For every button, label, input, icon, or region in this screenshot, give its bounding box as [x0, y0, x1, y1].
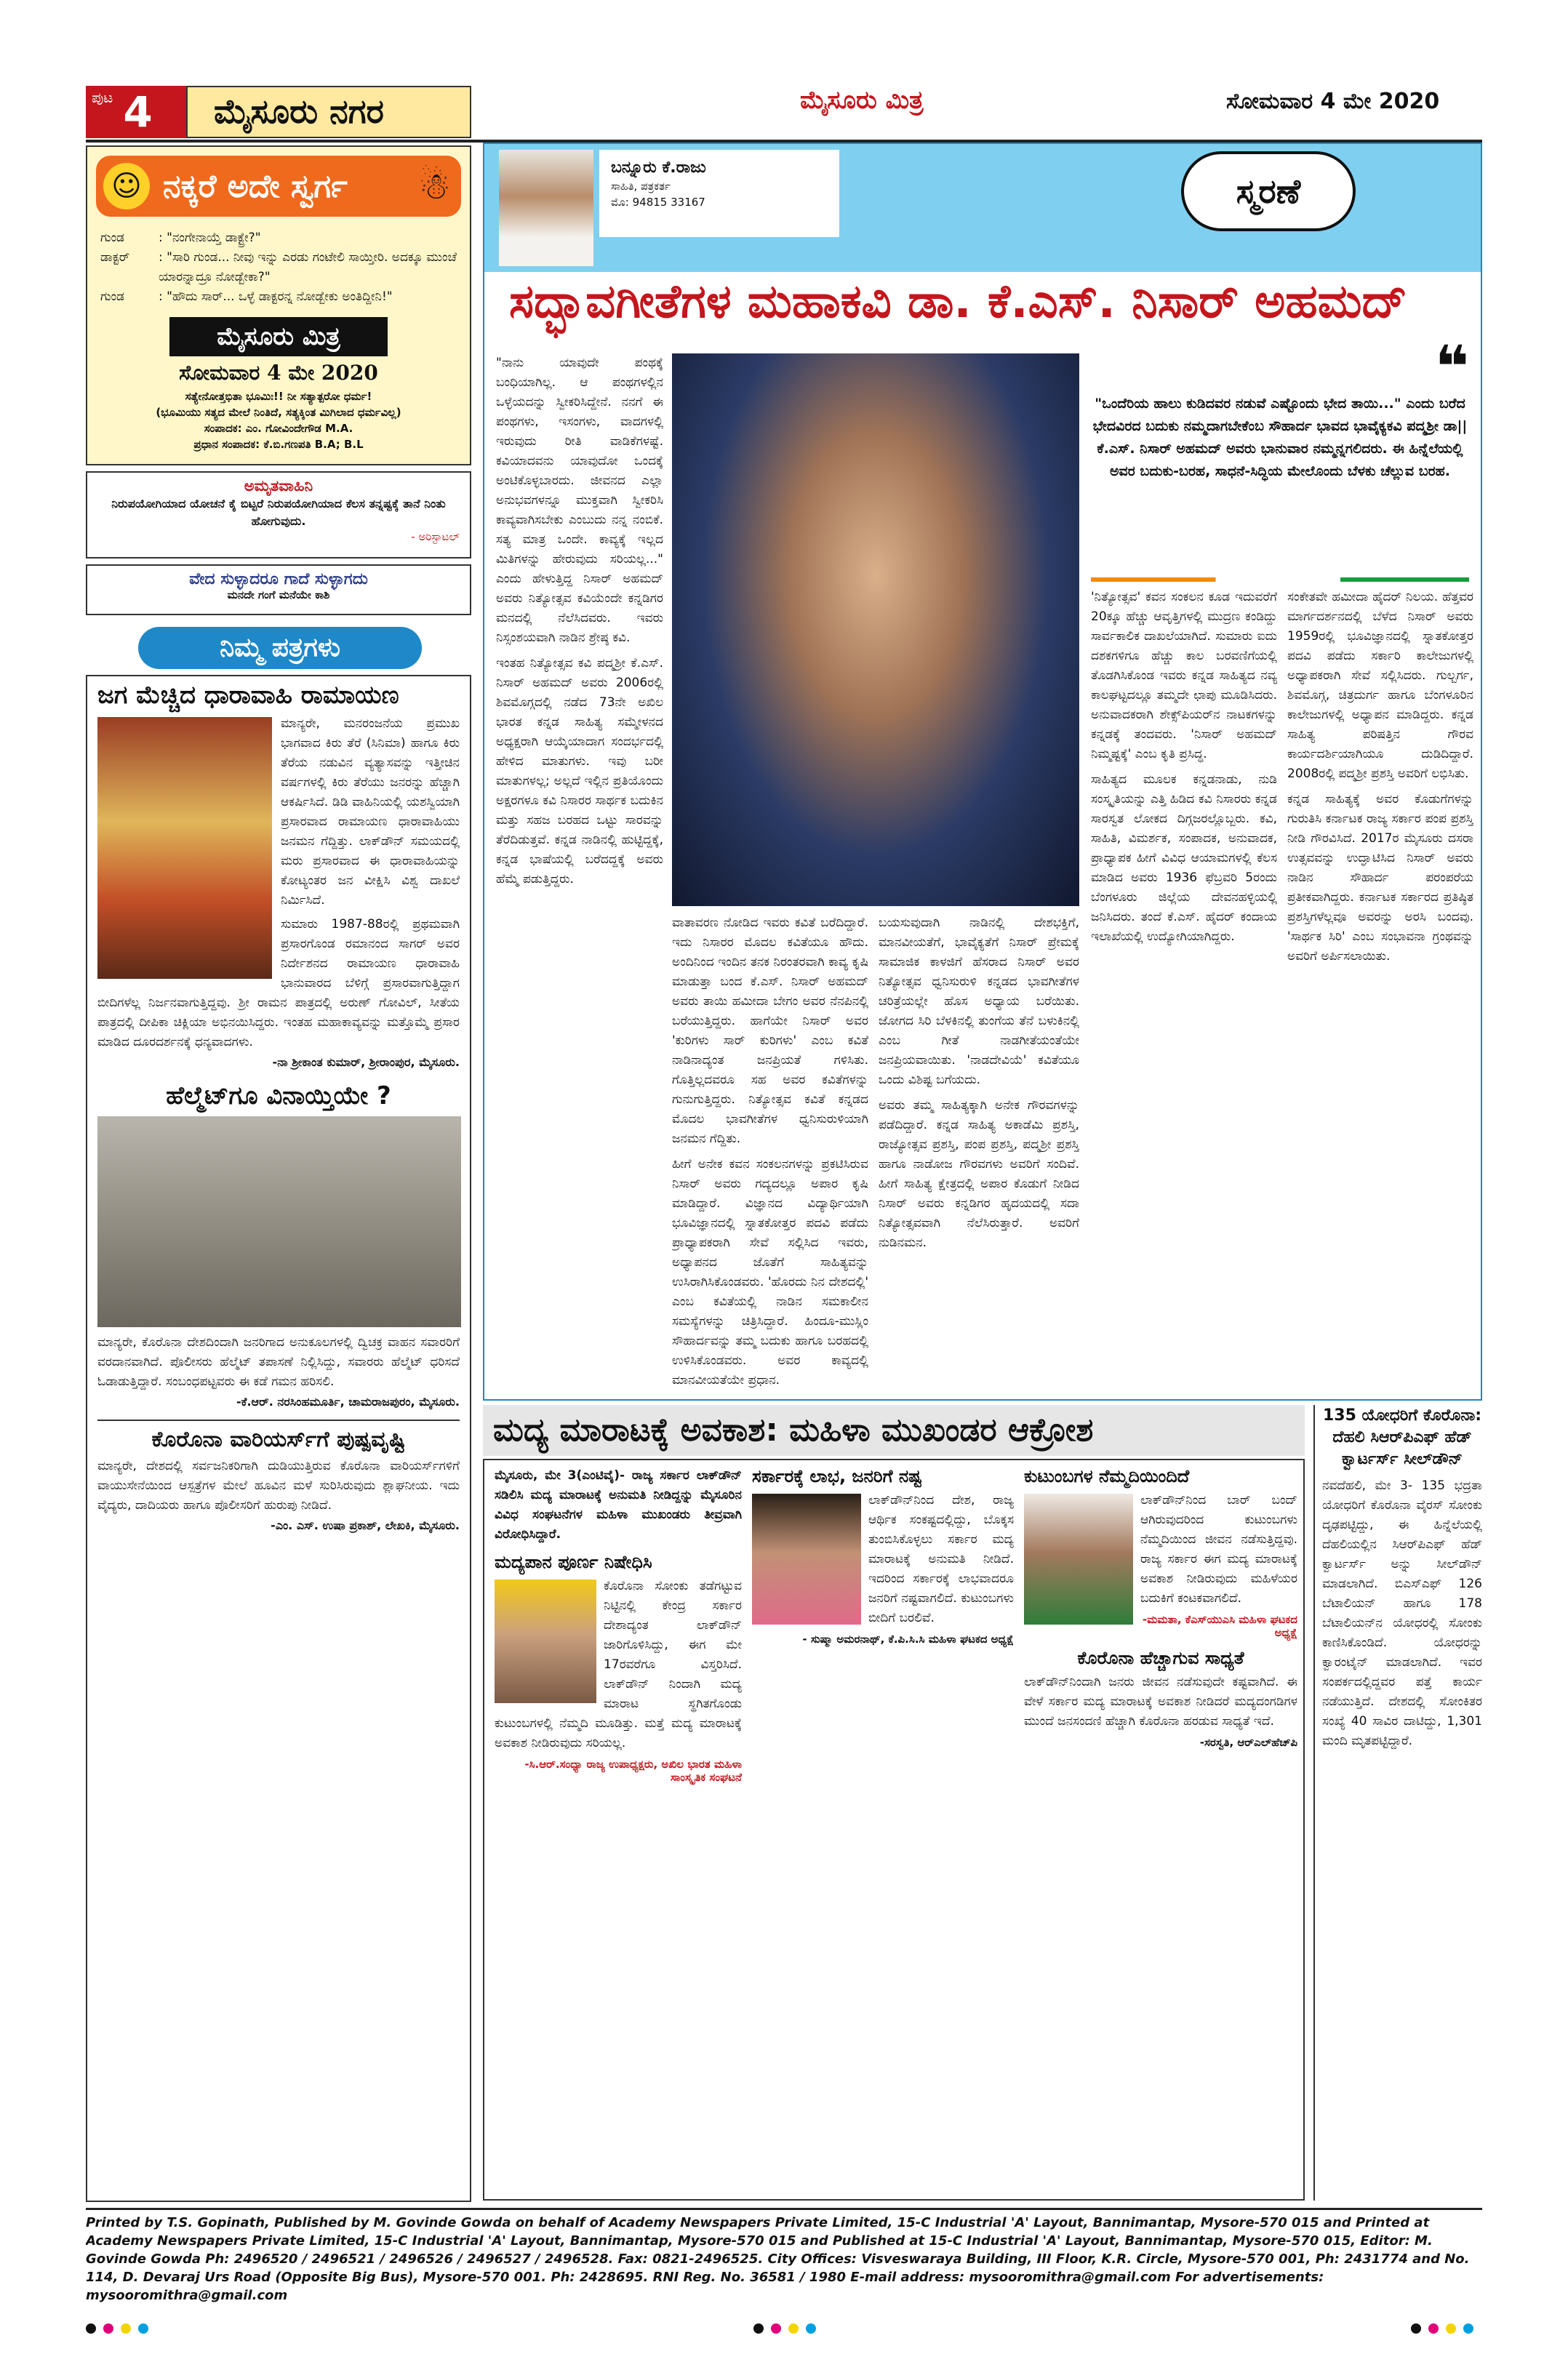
proverb-box [86, 564, 471, 615]
sushma-photo [752, 1494, 861, 1625]
letter-3-headline: ಕೊರೊನಾ ವಾರಿಯರ್ಸ್‌ಗೆ ಪುಷ್ಪವೃಷ್ಟಿ [97, 1420, 460, 1452]
footer-rule [86, 2208, 1482, 2210]
ramayana-image [97, 717, 272, 979]
sub-4-byline: -ಸರಸ್ವತಿ, ಆರ್‌ಎಲ್‌ಹೆಚ್‌ಪಿ [1199, 1736, 1297, 1749]
author-name: ಬನ್ನೂರು ಕೆ.ರಾಜು [611, 159, 706, 177]
feature-col-2: ವಾತಾವರಣ ನೋಡಿದ ಇವರು ಕವಿತೆ ಬರೆದಿದ್ದಾರೆ. ಇದು ನಿಸಾರರ ಮೊದಲ ಕವಿತೆಯೂ ಹೌದು. ಅಂದಿನಿಂದ ಇಂದಿನ ತನಕ ನಿರಂತರವಾಗಿ ಕಾವ್ಯ ಕೃಷಿ ಮಾಡುತ್ತಾ ಬಂದ ಕೆ.ಎಸ್. ನಿಸಾರ್ ಅಹಮದ್ ಅವರು ತಾಯಿ ಹಮೀದಾ ಬೇಗಂ ಅವರ ನೆನಪಿನಲ್ಲಿ ಬರೆಯುತ್ತಿದ್ದರು. ಹಾಗೆಯೇ ನಿಸಾರ್ ಅವರ 'ಕುರಿಗಳು ಸಾರ್ ಕುರಿಗಳು' ಎಂಬ ಕವಿತೆ ನಾಡಿನಾದ್ಯಂತ ಜನಪ್ರಿಯತೆ ಗಳಿಸಿತು. ಗೊತ್ತಿಲ್ಲದವರೂ ಸಹ ಅವರ ಕವಿತೆಗಳನ್ನು ಗುನುಗುತ್ತಿದ್ದರು. ನಿತ್ಯೋತ್ಸವ ಕವಿತೆ ಕನ್ನಡದ ಮೊದಲ ಭಾವಗೀತೆಗಳ ಧ್ವನಿಸುರುಳಿಯಾಗಿ ಜನಮನ ಗೆದ್ದಿತು. ಹೀಗೆ ಅನೇಕ ಕವನ ಸಂಕಲನಗಳನ್ನು ಪ್ರಕಟಿಸಿರುವ ನಿಸಾರ್ ಅವರು ಗದ್ಯದಲ್ಲೂ ಅಪಾರ ಕೃಷಿ ಮಾಡಿದ್ದಾರೆ. ವಿಜ್ಞಾನದ ವಿದ್ಯಾರ್ಥಿಯಾಗಿ ಭೂವಿಜ್ಞಾನದಲ್ಲಿ ಸ್ನಾತಕೋತ್ತರ ಪದವಿ ಪಡೆದು ಪ್ರಾಧ್ಯಾಪಕರಾಗಿ ಸೇವೆ ಸಲ್ಲಿಸಿದ ಇವರು, ಅಧ್ಯಾಪನದ ಜೊತೆಗೆ ಸಾಹಿತ್ಯವನ್ನು ಉಸಿರಾಗಿಸಿಕೊಂಡವರು. 'ಹೊರದು ನಿನ ದೇಶದಲ್ಲಿ' ಎಂಬ ಕವಿತೆಯಲ್ಲಿ ನಾಡಿನ ಸಮಕಾಲೀನ ಸಮಸ್ಯೆಗಳನ್ನು ಚಿತ್ರಿಸಿದ್ದಾರೆ. ಹಿಂದೂ-ಮುಸ್ಲಿಂ ಸೌಹಾರ್ದವನ್ನು ತಮ್ಮ ಬದುಕು ಹಾಗೂ ಬರಹದಲ್ಲಿ ಉಳಿಸಿಕೊಂಡವರು. ಅವರ ಕಾವ್ಯದಲ್ಲಿ ಮಾನವೀಯತೆಯೇ ಪ್ರಧಾನ. [672, 916, 868, 1388]
sub-1-headline: ಮದ್ಯಪಾನ ಪೂರ್ಣ ನಿಷೇಧಿಸಿ [495, 1552, 652, 1572]
helmet-rider-image [97, 1116, 461, 1327]
yellow-dot [1446, 2323, 1456, 2334]
letter-1-headline: ಜಗ ಮೆಚ್ಚಿದ ಧಾರಾವಾಹಿ ರಾಮಾಯಣ [97, 681, 399, 710]
feature-col-3: ಬಯಸುವುದಾಗಿ ನಾಡಿನಲ್ಲಿ ದೇಶಭಕ್ತಿಗೆ, ಮಾನವೀಯತೆಗೆ, ಭಾವೈಕ್ಯತೆಗೆ ನಿಸಾರ್ ಪ್ರೇಮಕ್ಕೆ ಸಾಮಾಜಿಕ ಕಾಳಜಿಗೆ ಹೆಸರಾದ ನಿಸಾರ್ ಅವರ ನಿತ್ಯೋತ್ಸವ ಧ್ವನಿಸುರುಳಿ ಕನ್ನಡದ ಭಾವಗೀತೆಗಳ ಚರಿತ್ರೆಯಲ್ಲೇ ಹೊಸ ಅಧ್ಯಾಯ ಬರೆಯಿತು. ಜೋಗದ ಸಿರಿ ಬೆಳಕಿನಲ್ಲಿ ತುಂಗೆಯ ತೆನೆ ಬಳುಕಿನಲ್ಲಿ ಎಂಬ ಗೀತೆ ನಾಡಗೀತೆಯಂತೆಯೇ ಜನಪ್ರಿಯವಾಯಿತು. 'ನಾಡದೇವಿಯೆ' ಕವಿತೆಯೂ ಒಂದು ವಿಶಿಷ್ಟ ಬಗೆಯದು. ಅವರು ತಮ್ಮ ಸಾಹಿತ್ಯಕ್ಕಾಗಿ ಅನೇಕ ಗೌರವಗಳನ್ನು ಪಡೆದಿದ್ದಾರೆ. ಕನ್ನಡ ಸಾಹಿತ್ಯ ಅಕಾಡೆಮಿ ಪ್ರಶಸ್ತಿ, ರಾಜ್ಯೋತ್ಸವ ಪ್ರಶಸ್ತಿ, ಪಂಪ ಪ್ರಶಸ್ತಿ, ಪದ್ಮಶ್ರೀ ಪ್ರಶಸ್ತಿ ಹಾಗೂ ನಾಡೋಜ ಗೌರವಗಳು ಅವರಿಗೆ ಸಂದಿವೆ. ಹೀಗೆ ಸಾಹಿತ್ಯ ಕ್ಷೇತ್ರದಲ್ಲಿ ಅಪಾರ ಕೊಡುಗೆ ನೀಡಿದ ನಿಸಾರ್ ಅವರು ಕನ್ನಡಿಗರ ಹೃದಯದಲ್ಲಿ ಸದಾ ನಿತ್ಯೋತ್ಸವವಾಗಿ ನೆಲೆಸಿರುತ್ತಾರೆ. ಅವರಿಗೆ ನುಡಿನಮನ. [879, 916, 1079, 1250]
joke-line: ಗುಂಡ : "ನಂಗೇನಾಯ್ತೆ ಡಾಕ್ಟ್ರೇ?" [100, 231, 261, 245]
proverb-2: ಮನದೇ ಗಂಗೆ ಮನೆಯೇ ಕಾಶಿ [227, 588, 330, 601]
liquor-col-2 [752, 1466, 1014, 2193]
sub-4-headline: ಕೊರೊನಾ ಹೆಚ್ಚಾಗುವ ಸಾಧ್ಯತೆ [1077, 1648, 1244, 1668]
liquor-col-1 [495, 1466, 742, 2193]
proverb-1: ವೇದ ಸುಳ್ಳಾದರೂ ಗಾದೆ ಸುಳ್ಳಾಗದು [189, 570, 368, 588]
masthead-paper-name: ಮೈಸೂರು ಮಿತ್ರ [800, 86, 924, 115]
magenta-dot [771, 2323, 781, 2334]
joke-line: ಡಾಕ್ಟರ್ : "ಸಾರಿ ಗುಂಡ... ನೀವು ಇನ್ನು ಎರಡು ಗಂಟೇಲಿ ಸಾಯ್ತೀರಿ. ಅದಕ್ಕೂ ಮುಂಚೆ ಯಾರನ್ನಾದ್ರೂ ನೋಡ್ಬೇಕಾ?" [100, 250, 457, 284]
joke-box [86, 145, 471, 465]
liquor-headline: ಮದ್ಯ ಮಾರಾಟಕ್ಕೆ ಅವಕಾಶ: ಮಹಿಳಾ ಮುಖಂಡರ ಆಕ್ರೋಶ [483, 1405, 1305, 1456]
yellow-dot [121, 2323, 131, 2334]
nisar-ahmed-portrait [672, 353, 1079, 906]
letter-2-headline: ಹೆಲ್ಮೆಟ್‌ಗೂ ವಿನಾಯ್ತಿಯೇ ? [166, 1081, 391, 1110]
feature-col-5: ಸಂಕೇತವೇ ಹಮೀದಾ ಹೈದರ್ ನಿಲಯ. ಹೆತ್ತವರ ಮಾರ್ಗದರ್ಶನದಲ್ಲಿ ಬೆಳೆದ ನಿಸಾರ್ ಅವರು 1959ರಲ್ಲಿ ಭೂವಿಜ್ಞಾನದಲ್ಲಿ ಸ್ನಾತಕೋತ್ತರ ಪದವಿ ಪಡೆದು ಸರ್ಕಾರಿ ಕಾಲೇಜುಗಳಲ್ಲಿ ಅಧ್ಯಾಪಕರಾಗಿ ಸೇವೆ ಸಲ್ಲಿಸಿದರು. ಗುಲ್ಬರ್ಗ, ಶಿವಮೊಗ್ಗ, ಚಿತ್ರದುರ್ಗ ಹಾಗೂ ಬೆಂಗಳೂರಿನ ಕಾಲೇಜುಗಳಲ್ಲಿ ಅಧ್ಯಾಪನ ಮಾಡಿದ್ದರು. ಕನ್ನಡ ಸಾಹಿತ್ಯ ಪರಿಷತ್ತಿನ ಗೌರವ ಕಾರ್ಯದರ್ಶಿಯಾಗಿಯೂ ದುಡಿದಿದ್ದಾರೆ. 2008ರಲ್ಲಿ ಪದ್ಮಶ್ರೀ ಪ್ರಶಸ್ತಿ ಅವರಿಗೆ ಲಭಿಸಿತು. ಕನ್ನಡ ಸಾಹಿತ್ಯಕ್ಕೆ ಅವರ ಕೊಡುಗೆಗಳನ್ನು ಗುರುತಿಸಿ ಕರ್ನಾಟಕ ರಾಜ್ಯ ಸರ್ಕಾರ ಪಂಪ ಪ್ರಶಸ್ತಿ ನೀಡಿ ಗೌರವಿಸಿದೆ. 2017ರ ಮೈಸೂರು ದಸರಾ ಉತ್ಸವವನ್ನು ಉದ್ಘಾಟಿಸಿದ ನಿಸಾರ್ ಅವರು ನಾಡಿನ ಸೌಹಾರ್ದ ಪರಂಪರೆಯ ಪ್ರತೀಕವಾಗಿದ್ದರು. ಕರ್ನಾಟಕ ಸರ್ಕಾರದ ಪ್ರತಿಷ್ಠಿತ ಪ್ರಶಸ್ತಿಗಳೆಲ್ಲವೂ ಅವರನ್ನು ಅರಸಿ ಬಂದವು. 'ಸಾರ್ಥಕ ಸಿರಿ' ಎಂಬ ಸಂಭಾವನಾ ಗ್ರಂಥವನ್ನು ಅವರಿಗೆ ಅರ್ಪಿಸಲಾಯಿತು. [1287, 590, 1473, 964]
black-dot [753, 2323, 764, 2334]
section-title: ಮೈಸೂರು ನಗರ [186, 86, 471, 138]
side-body: ನವದೆಹಲಿ, ಮೇ 3- 135 ಭದ್ರತಾ ಯೋಧರಿಗೆ ಕೊರೊನಾ ವೈರಸ್ ಸೋಂಕು ದೃಢಪಟ್ಟಿದ್ದು, ಈ ಹಿನ್ನೆಲೆಯಲ್ಲಿ ದೆಹಲಿಯಲ್ಲಿನ ಸಿಆರ್‌ಪಿಎಫ್ ಹೆಡ್ ಕ್ವಾರ್ಟರ್ಸ್ ಅನ್ನು ಸೀಲ್‌ಡೌನ್ ಮಾಡಲಾಗಿದೆ. ಬಿಎಸ್‌ಎಫ್ 126 ಬೆಟಾಲಿಯನ್ ಹಾಗೂ 178 ಬೆಟಾಲಿಯನ್‌ನ ಯೋಧರಲ್ಲಿ ಸೋಂಕು ಕಾಣಿಸಿಕೊಂಡಿದೆ. ಯೋಧರನ್ನು ಕ್ವಾರಂಟೈನ್ ಮಾಡಲಾಗಿದೆ. ಇವರ ಸಂಪರ್ಕದಲ್ಲಿದ್ದವರ ಪತ್ತೆ ಕಾರ್ಯ ನಡೆಯುತ್ತಿದೆ. ದೇಶದಲ್ಲಿ ಸೋಂಕಿತರ ಸಂಖ್ಯೆ 40 ಸಾವಿರ ದಾಟಿದ್ದು, 1,301 ಮಂದಿ ಮೃತಪಟ್ಟಿದ್ದಾರೆ. [1322, 1478, 1482, 1748]
letter-1-byline: -ನಾ ಶ್ರೀಕಾಂತ ಕುಮಾರ್, ಶ್ರೀರಾಂಪುರ, ಮೈಸೂರು. [272, 1055, 460, 1069]
sub-1-body: ಕೊರೊನಾ ಸೋಂಕು ತಡೆಗಟ್ಟುವ ನಿಟ್ಟಿನಲ್ಲಿ ಕೇಂದ್ರ ಸರ್ಕಾರ ದೇಶಾದ್ಯಂತ ಲಾಕ್‌ಡೌನ್ ಜಾರಿಗೊಳಿಸಿದ್ದು, ಈಗ ಮೇ 17ರವರೆಗೂ ವಿಸ್ತರಿಸಿದೆ. ಲಾಕ್‌ಡೌನ್ ನಿಂದಾಗಿ ಮದ್ಯ ಮಾರಾಟ ಸ್ಥಗಿತಗೊಂಡು ಕುಟುಂಬಗಳಲ್ಲಿ ನೆಮ್ಮದಿ ಮೂಡಿತ್ತು. ಮತ್ತೆ ಮದ್ಯ ಮಾರಾಟಕ್ಕೆ ಅವಕಾಶ ನೀಡಿರುವುದು ಸರಿಯಲ್ಲ. [495, 1579, 742, 1750]
black-dot [1411, 2323, 1421, 2334]
masthead-date: ಸೋಮವಾರ 4 ಮೇ 2020 [1226, 89, 1440, 114]
author-box [599, 150, 839, 237]
smarane-tag: ಸ್ಮರಣೆ [1181, 151, 1356, 231]
joke-header [96, 156, 461, 217]
joke-lines [87, 225, 470, 310]
black-dot [86, 2323, 96, 2334]
page-label: ಪುಟ [92, 89, 113, 106]
cyan-dot [806, 2323, 816, 2334]
sub-2-byline: - ಸುಷ್ಮಾ ಅಮರನಾಥ್, ಕೆ.ಪಿ.ಸಿ.ಸಿ ಮಹಿಳಾ ಘಟಕದ ಅಧ್ಯಕ್ಷೆ [802, 1633, 1014, 1646]
sub-1-byline: -ಸಿ.ಆರ್.ಸಂಧ್ಯಾ ರಾಜ್ಯ ಉಪಾಧ್ಯಕ್ಷರು, ಅಖಿಲ ಭಾರತ ಮಹಿಳಾ ಸಾಂಸ್ಕೃತಿಕ ಸಂಘಟನೆ [524, 1758, 742, 1784]
imprint: Printed by T.S. Gopinath, Published by M. Govinde Gowda on behalf of Academy Newspapers Private Limited, 15-C Industrial 'A' Layout, Bannimantap, Mysore-570 015 and Printed at Academy Newspapers Private Limited, 15-C Industrial 'A' Layout, Bannimantap, Mysore-570 015 and Published at 15-C Industrial 'A' Layout, Bannimantap, Mysore-570 015, Editor: M. Govinde Gowda Ph: 2496520 / 2496521 / 2496526 / 2496527 / 2496528. Fax: 0821-2496525. City Offices: Visveswaraya Building, III Floor, K.R. Circle, Mysore-570 001, Ph: 2431774 and No. 114, D. Devaraj Urs Road (Opposite Big Bus), Mysore-570 001. Ph: 2428695. RNI Reg. No. 36581 / 1980 E-mail address: mysooromithra@gmail.com For advertisements: mysooromithra@gmail.com [86, 2215, 1470, 2303]
magenta-dot [103, 2323, 113, 2334]
sub-4-body: ಲಾಕ್‌ಡೌನ್‌ನಿಂದಾಗಿ ಜನರು ಜೀವನ ನಡೆಸುವುದೇ ಕಷ್ಟವಾಗಿದೆ. ಈ ವೇಳೆ ಸರ್ಕಾರ ಮದ್ಯ ಮಾರಾಟಕ್ಕೆ ಅವಕಾಶ ನೀಡಿದರೆ ಮದ್ಯದಂಗಡಿಗಳ ಮುಂದೆ ಜನಸಂದಣಿ ಹೆಚ್ಚಾಗಿ ಕೊರೊನಾ ಹರಡುವ ಸಾಧ್ಯತೆ ಇದೆ. [1024, 1675, 1297, 1729]
magenta-dot [1428, 2323, 1439, 2334]
letter-1-body-2: ಸುಮಾರು 1987-88ರಲ್ಲಿ ಪ್ರಥಮವಾಗಿ ಪ್ರಸಾರಗೊಂಡ ರಮಾನಂದ ಸಾಗರ್ ಅವರ ನಿರ್ದೇಶನದ ರಾಮಾಯಣ ಧಾರಾವಾಹಿ ಭಾನುವಾರದ ಬೆಳಿಗ್ಗೆ ಪ್ರಸಾರವಾಗುತ್ತಿದ್ದಾಗ ಬೀದಿಗಳೆಲ್ಲ ನಿರ್ಜನವಾಗುತ್ತಿದ್ದವು. ಶ್ರೀ ರಾಮನ ಪಾತ್ರದಲ್ಲಿ ಅರುಣ್ ಗೋವಿಲ್, ಸೀತೆಯ ಪಾತ್ರದಲ್ಲಿ ದೀಪಿಕಾ ಚಿಕ್ಲಿಯಾ ಅಭಿನಯಿಸಿದ್ದರು. ಇಂತಹ ಮಹಾಕಾವ್ಯವನ್ನು ಮತ್ತೊಮ್ಮೆ ಪ್ರಸಾರ ಮಾಡಿದ ದೂರದರ್ಶನಕ್ಕೆ ಧನ್ಯವಾದಗಳು. [97, 917, 460, 1049]
pull-quote [1091, 333, 1469, 575]
registration-marks-center [753, 2323, 823, 2337]
letters-banner: ನಿಮ್ಮ ಪತ್ರಗಳು [138, 627, 422, 669]
sandhya-photo [495, 1580, 596, 1703]
feature-col-1: "ನಾನು ಯಾವುದೇ ಪಂಥಕ್ಕೆ ಬಂಧಿಯಾಗಿಲ್ಲ. ಆ ಪಂಥಗಳಲ್ಲಿನ ಒಳ್ಳೆಯದನ್ನು ಸ್ವೀಕರಿಸಿದ್ದೇನೆ. ನನಗೆ ಈ ಪಂಥಗಳು, ಇಸಂಗಳು, ವಾದಗಳಲ್ಲಿ ಇರುವುದು ರೀತಿ ವಾಡಿಕೆಗಳಷ್ಟೆ. ಕವಿಯಾದವನು ಯಾವುದೋ ಒಂದಕ್ಕೆ ಅಂಟಿಕೊಳ್ಳಬಾರದು. ಜೀವನದ ಎಲ್ಲಾ ಅನುಭವಗಳನ್ನೂ ಮುಕ್ತವಾಗಿ ಸ್ವೀಕರಿಸಿ ಕಾವ್ಯವಾಗಿಸಬೇಕು ಎಂಬುದು ನನ್ನ ನಂಬಿಕೆ. ಸತ್ಯ ಮಾತ್ರ ಒಂದೇ. ಕಾವ್ಯಕ್ಕೆ ಇಲ್ಲದ ಮಿತಿಗಳನ್ನು ಹೇರುವುದು ಸರಿಯಲ್ಲ..." ಎಂದು ಹೇಳುತ್ತಿದ್ದ ನಿಸಾರ್ ಅಹಮದ್ ಅವರು ನಿತ್ಯೋತ್ಸವ ಕವಿಯೆಂದೇ ಕನ್ನಡಿಗರ ಮನದಲ್ಲಿ ನೆಲೆಸಿದವರು. ಇವರು ನಿಸ್ಸಂಶಯವಾಗಿ ನಾಡಿನ ಶ್ರೇಷ್ಠ ಕವಿ. ಇಂತಹ ನಿತ್ಯೋತ್ಸವ ಕವಿ ಪದ್ಮಶ್ರೀ ಕೆ.ಎಸ್. ನಿಸಾರ್ ಅಹಮದ್ ಅವರು 2006ರಲ್ಲಿ ಶಿವಮೊಗ್ಗದಲ್ಲಿ ನಡೆದ 73ನೇ ಅಖಿಲ ಭಾರತ ಕನ್ನಡ ಸಾಹಿತ್ಯ ಸಮ್ಮೇಳನದ ಅಧ್ಯಕ್ಷರಾಗಿ ಆಯ್ಕೆಯಾದಾಗ ಸಂದರ್ಭದಲ್ಲಿ ಹೇಳಿದ ಮಾತುಗಳು. ಇವು ಬರೀ ಮಾತುಗಳಲ್ಲ; ಅಲ್ಲದೆ ಇಲ್ಲಿನ ಪ್ರತಿಯೊಂದು ಅಕ್ಷರಗಳೂ ಕವಿ ನಿಸಾರರ ಸಾರ್ಥಕ ಬದುಕಿನ ಮತ್ತು ಸಹಜ ಬರಹದ ಒಟ್ಟು ಸಾರವನ್ನು ತೆರೆದಿಡುತ್ತವೆ. ಕನ್ನಡ ನಾಡಿನಲ್ಲಿ ಹುಟ್ಟಿದ್ದಕ್ಕೆ, ಕನ್ನಡ ಭಾಷೆಯಲ್ಲಿ ಬರೆದದ್ದಕ್ಕೆ ಅವರು ಹೆಮ್ಮೆ ಪಡುತ್ತಿದ್ದರು. [496, 356, 663, 886]
letter-1-body: ಮಾನ್ಯರೇ, ಮನರಂಜನೆಯ ಪ್ರಮುಖ ಭಾಗವಾದ ಕಿರು ತೆರೆ (ಸಿನಿಮಾ) ಹಾಗೂ ಕಿರು ತೆರೆಯ ನಡುವಿನ ವ್ಯತ್ಯಾಸವನ್ನು ಇತ್ತೀಚಿನ ವರ್ಷಗಳಲ್ಲಿ ಕಿರು ತೆರೆಯು ಜನರನ್ನು ಹೆಚ್ಚಾಗಿ ಆಕರ್ಷಿಸಿದೆ. ಡಿಡಿ ವಾಹಿನಿಯಲ್ಲಿ ಯಶಸ್ವಿಯಾಗಿ ಪ್ರಸಾರವಾದ ರಾಮಾಯಣ ಧಾರಾವಾಹಿಯು ಜನಮನ ಗೆದ್ದಿತ್ತು. ಲಾಕ್‌ಡೌನ್ ಸಮಯದಲ್ಲಿ ಮರು ಪ್ರಸಾರವಾದ ಈ ಧಾರಾವಾಹಿಯನ್ನು ಕೋಟ್ಯಂತರ ಜನ ವೀಕ್ಷಿಸಿ ವಿಶ್ವ ದಾಖಲೆ ನಿರ್ಮಿಸಿದೆ. [281, 716, 460, 908]
author-photo [499, 150, 593, 266]
laughing-face-icon: ☺ [103, 163, 150, 209]
sub-3-headline: ಕುಟುಂಬಗಳ ನೆಮ್ಮದಿಯಿಂದಿದೆ [1024, 1466, 1190, 1486]
cyan-dot [138, 2323, 148, 2334]
feature-col-4: 'ನಿತ್ಯೋತ್ಸವ' ಕವನ ಸಂಕಲನ ಕೂಡ ಇದುವರೆಗೆ 20ಕ್ಕೂ ಹೆಚ್ಚು ಆವೃತ್ತಿಗಳಲ್ಲಿ ಮುದ್ರಣ ಕಂಡಿದ್ದು ಸಾರ್ವಕಾಲಿಕ ದಾಖಲೆಯಾಗಿದೆ. ಸುಮಾರು ಐದು ದಶಕಗಳಿಗೂ ಹೆಚ್ಚು ಕಾಲ ಬರವಣಿಗೆಯಲ್ಲಿ ತೊಡಗಿಸಿಕೊಂಡ ಇವರು ಕನ್ನಡ ಸಾಹಿತ್ಯದ ನವ್ಯ ಕಾಲಘಟ್ಟದಲ್ಲೂ ತಮ್ಮದೇ ಛಾಪು ಮೂಡಿಸಿದರು. ಅನುವಾದಕರಾಗಿ ಶೇಕ್ಸ್‌ಪಿಯರ್‌ನ ನಾಟಕಗಳನ್ನು ಕನ್ನಡಕ್ಕೆ ತಂದವರು. 'ನಿಸಾರ್ ಅಹಮದ್ ನಿಮ್ಮಷ್ಟಕ್ಕೆ' ಎಂಬ ಕೃತಿ ಪ್ರಸಿದ್ಧ. ಸಾಹಿತ್ಯದ ಮೂಲಕ ಕನ್ನಡನಾಡು, ನುಡಿ ಸಂಸ್ಕೃತಿಯನ್ನು ಎತ್ತಿ ಹಿಡಿದ ಕವಿ ನಿಸಾರರು ಕನ್ನಡ ಸಾರಸ್ವತ ಲೋಕದ ದಿಗ್ಗಜರಲ್ಲೊಬ್ಬರು. ಕವಿ, ಸಾಹಿತಿ, ವಿಮರ್ಶಕ, ಸಂಪಾದಕ, ಅನುವಾದಕ, ಪ್ರಾಧ್ಯಾಪಕ ಹೀಗೆ ವಿವಿಧ ಆಯಾಮಗಳಲ್ಲಿ ಕೆಲಸ ಮಾಡಿದ ಅವರು 1936 ಫೆಬ್ರವರಿ 5ರಂದು ಬೆಂಗಳೂರು ಜಿಲ್ಲೆಯ ದೇವನಹಳ್ಳಿಯಲ್ಲಿ ಜನಿಸಿದರು. ತಂದೆ ಕೆ.ಎಸ್. ಹೈದರ್ ಕಂದಾಯ ಇಲಾಖೆಯಲ್ಲಿ ಉದ್ಯೋಗಿಯಾಗಿದ್ದರು. [1091, 590, 1277, 944]
feature-headline: ಸದ್ಭಾವಗೀತೆಗಳ ಮಹಾಕವಿ ಡಾ. ಕೆ.ಎಸ್. ನಿಸಾರ್ ಅಹಮದ್ [509, 275, 1407, 329]
registration-marks-right [1411, 2323, 1481, 2337]
side-story [1313, 1405, 1482, 2201]
cyan-dot [1463, 2323, 1473, 2334]
joke-line: ಗುಂಡ : "ಹೌದು ಸಾರ್... ಒಳ್ಳೆ ಡಾಕ್ಟರನ್ನ ನೋಡ್ಬೇಕು ಅಂತಿದ್ದೀನಿ!" [100, 289, 393, 304]
author-phone: ಮೊ: 94815 33167 [611, 196, 705, 209]
page-number: 4 [123, 87, 153, 137]
amrita-text: ನಿರುಪಯೋಗಿಯಾದ ಯೋಚನೆ ಕೈ ಬಿಟ್ಟರೆ ನಿರುಪಯೋಗಿಯಾದ ಕೆಲಸ ತನ್ನಷ್ಟಕ್ಕೆ ತಾನೆ ನಿಂತು ಹೋಗುವುದು. [111, 497, 446, 528]
sub-3-body: ಲಾಕ್‌ಡೌನ್‌ನಿಂದ ಬಾರ್ ಬಂದ್ ಆಗಿರುವುದರಿಂದ ಕುಟುಂಬಗಳು ನೆಮ್ಮದಿಯಿಂದ ಜೀವನ ನಡೆಸುತ್ತಿದ್ದವು. ರಾಜ್ಯ ಸರ್ಕಾರ ಈಗ ಮದ್ಯ ಮಾರಾಟಕ್ಕೆ ಅವಕಾಶ ನೀಡಿರುವುದು ಮಹಿಳೆಯರ ಬದುಕಿಗೆ ಕಂಟಕವಾಗಲಿದೆ. [1140, 1493, 1297, 1606]
mamatha-photo [1024, 1494, 1133, 1625]
sub-2-body: ಲಾಕ್‌ಡೌನ್‌ನಿಂದ ದೇಶ, ರಾಜ್ಯ ಆರ್ಥಿಕ ಸಂಕಷ್ಟದಲ್ಲಿದ್ದು, ಬೊಕ್ಕಸ ತುಂಬಿಸಿಕೊಳ್ಳಲು ಸರ್ಕಾರ ಮದ್ಯ ಮಾರಾಟಕ್ಕೆ ಅನುಮತಿ ನೀಡಿದೆ. ಇದರಿಂದ ಸರ್ಕಾರಕ್ಕೆ ಲಾಭವಾದರೂ ಜನರಿಗೆ ನಷ್ಟವಾಗಲಿದೆ. ಕುಟುಂಬಗಳು ಬೀದಿಗೆ ಬರಲಿವೆ. [868, 1493, 1014, 1625]
liquor-intro: ಮೈಸೂರು, ಮೇ 3(ಎಂಟಿವೈ)- ರಾಜ್ಯ ಸರ್ಕಾರ ಲಾಕ್‌ಡೌನ್ ಸಡಿಲಿಸಿ ಮದ್ಯ ಮಾರಾಟಕ್ಕೆ ಅನುಮತಿ ನೀಡಿದ್ದನ್ನು ಮೈಸೂರಿನ ವಿವಿಧ ಸಂಘಟನೆಗಳ ಮಹಿಳಾ ಮುಖಂಡರು ತೀವ್ರವಾಗಿ ವಿರೋಧಿಸಿದ್ದಾರೆ. [495, 1468, 742, 1542]
paper-logo-small: ಮೈಸೂರು ಮಿತ್ರ [169, 317, 388, 356]
sub-3-byline: -ಮಮತಾ, ಕೆಎಸ್‌ಯುಎಸಿ ಮಹಿಳಾ ಘಟಕದ ಅಧ್ಯಕ್ಷೆ [1142, 1613, 1297, 1639]
pull-quote-text: "ಒಂದೆರಿಯ ಹಾಲು ಕುಡಿದವರ ನಡುವೆ ಎಷ್ಟೊಂದು ಭೇದ ತಾಯಿ..." ಎಂದು ಬರೆದ ಭೇದವಿರದ ಬದುಕು ನಮ್ಮದಾಗಬೇಕೆಂಬ ಸೌಹಾರ್ದ ಭಾವದ ಭಾವೈಕ್ಯಕವಿ ಪದ್ಮಶ್ರೀ ಡಾ|| ಕೆ.ಎಸ್. ನಿಸಾರ್ ಅಹಮದ್ ಅವರು ಭಾನುವಾರ ನಮ್ಮನ್ನಗಲಿದರು. ಈ ಹಿನ್ನೆಲೆಯಲ್ಲಿ ಅವರ ಬದುಕು-ಬರಹ, ಸಾಧನೆ-ಸಿದ್ಧಿಯ ಮೇಲೊಂದು ಬೆಳಕು ಚೆಲ್ಲುವ ಬರಹ. [1092, 396, 1468, 479]
amrita-box [86, 471, 471, 559]
paper-date-small: ಸೋಮವಾರ 4 ಮೇ 2020 [179, 361, 378, 385]
letter-3-byline: -ಎಂ. ಎಸ್. ಉಷಾ ಪ್ರಕಾಶ್, ಲೇಖಕಿ, ಮೈಸೂರು. [271, 1518, 460, 1532]
joke-title: ನಕ್ಕರೆ ಅದೇ ಸ್ವರ್ಗ [163, 167, 348, 205]
quote-mark-icon: ❝ [1435, 333, 1469, 401]
pull-quote-rule [1091, 577, 1469, 582]
sub-2-headline: ಸರ್ಕಾರಕ್ಕೆ ಲಾಭ, ಜನರಿಗೆ ನಷ್ಟ [752, 1466, 922, 1486]
author-role: ಸಾಹಿತಿ, ಪತ್ರಕರ್ತ [611, 180, 671, 193]
registration-marks-left [86, 2323, 156, 2337]
yellow-dot [788, 2323, 799, 2334]
motto: ಸತ್ಯೇನೋತ್ತಭಿತಾ ಭೂಮಿಃ!! ನೀ ಸತ್ಯಾತ್ಪರೋ ಧರ್ಮ! (ಭೂಮಿಯು ಸತ್ಯದ ಮೇಲೆ ನಿಂತಿದೆ, ಸತ್ಯಕ್ಕಿಂತ ಮಿಗಿಲಾದ ಧರ್ಮವಿಲ್ಲ) ಸಂಪಾದಕ: ಎಂ. ಗೋವಿಂದೇಗೌಡ M.A. ಪ್ರಧಾನ ಸಂಪಾದಕ: ಕೆ.ಬಿ.ಗಣಪತಿ B.A; B.L [156, 390, 401, 451]
amrita-title: ಅಮೃತವಾಹಿನಿ [244, 477, 313, 495]
amrita-author: - ಅರಿಸ್ಟಾಟಲ್ [411, 530, 460, 543]
letter-3-body: ಮಾನ್ಯರೇ, ದೇಶದಲ್ಲಿ ಸರ್ವಜನಿಕರಿಗಾಗಿ ದುಡಿಯುತ್ತಿರುವ ಕೊರೊನಾ ವಾರಿಯರ್ಸ್‌ಗಳಿಗೆ ವಾಯುಸೇನೆಯಿಂದ ಆಸ್ಪತ್ರೆಗಳ ಮೇಲೆ ಹೂವಿನ ಮಳೆ ಸುರಿಸಿರುವುದು ಶ್ಲಾಘನೀಯ. ಇದು ವೈದ್ಯರು, ದಾದಿಯರು ಹಾಗೂ ಪೊಲೀಸರಿಗೆ ಹುರುಪು ನೀಡಿದೆ. [97, 1459, 460, 1513]
cartoon-figure-icon: ☃ [418, 165, 451, 207]
letter-2-body: ಮಾನ್ಯರೇ, ಕೊರೊನಾ ದೇಶದಿಂದಾಗಿ ಜನರಿಗಾದ ಅನುಕೂಲಗಳಲ್ಲಿ ದ್ವಿಚಕ್ರ ವಾಹನ ಸವಾರರಿಗೆ ವರದಾನವಾಗಿದೆ. ಪೊಲೀಸರು ಹೆಲ್ಮೆಟ್ ತಪಾಸಣೆ ನಿಲ್ಲಿಸಿದ್ದು, ಸವಾರರು ಹೆಲ್ಮೆಟ್ ಧರಿಸದೆ ಓಡಾಡುತ್ತಿದ್ದಾರೆ. ಸಂಬಂಧಪಟ್ಟವರು ಈ ಕಡೆ ಗಮನ ಹರಿಸಲಿ. [97, 1335, 460, 1389]
side-headline: 135 ಯೋಧರಿಗೆ ಕೊರೊನಾ: ದೆಹಲಿ ಸಿಆರ್‌ಪಿಎಫ್ ಹೆಡ್ ಕ್ವಾರ್ಟರ್ಸ್ ಸೀಲ್‌ಡೌನ್ [1322, 1406, 1482, 1468]
liquor-col-3 [1024, 1466, 1297, 2193]
letters-section [86, 675, 471, 2202]
page-number-box [86, 86, 186, 138]
letter-2-byline: -ಕೆ.ಆರ್. ನರಸಿಂಹಮೂರ್ತಿ, ಚಾಮರಾಜಪುರಂ, ಮೈಸೂರು. [236, 1395, 460, 1409]
